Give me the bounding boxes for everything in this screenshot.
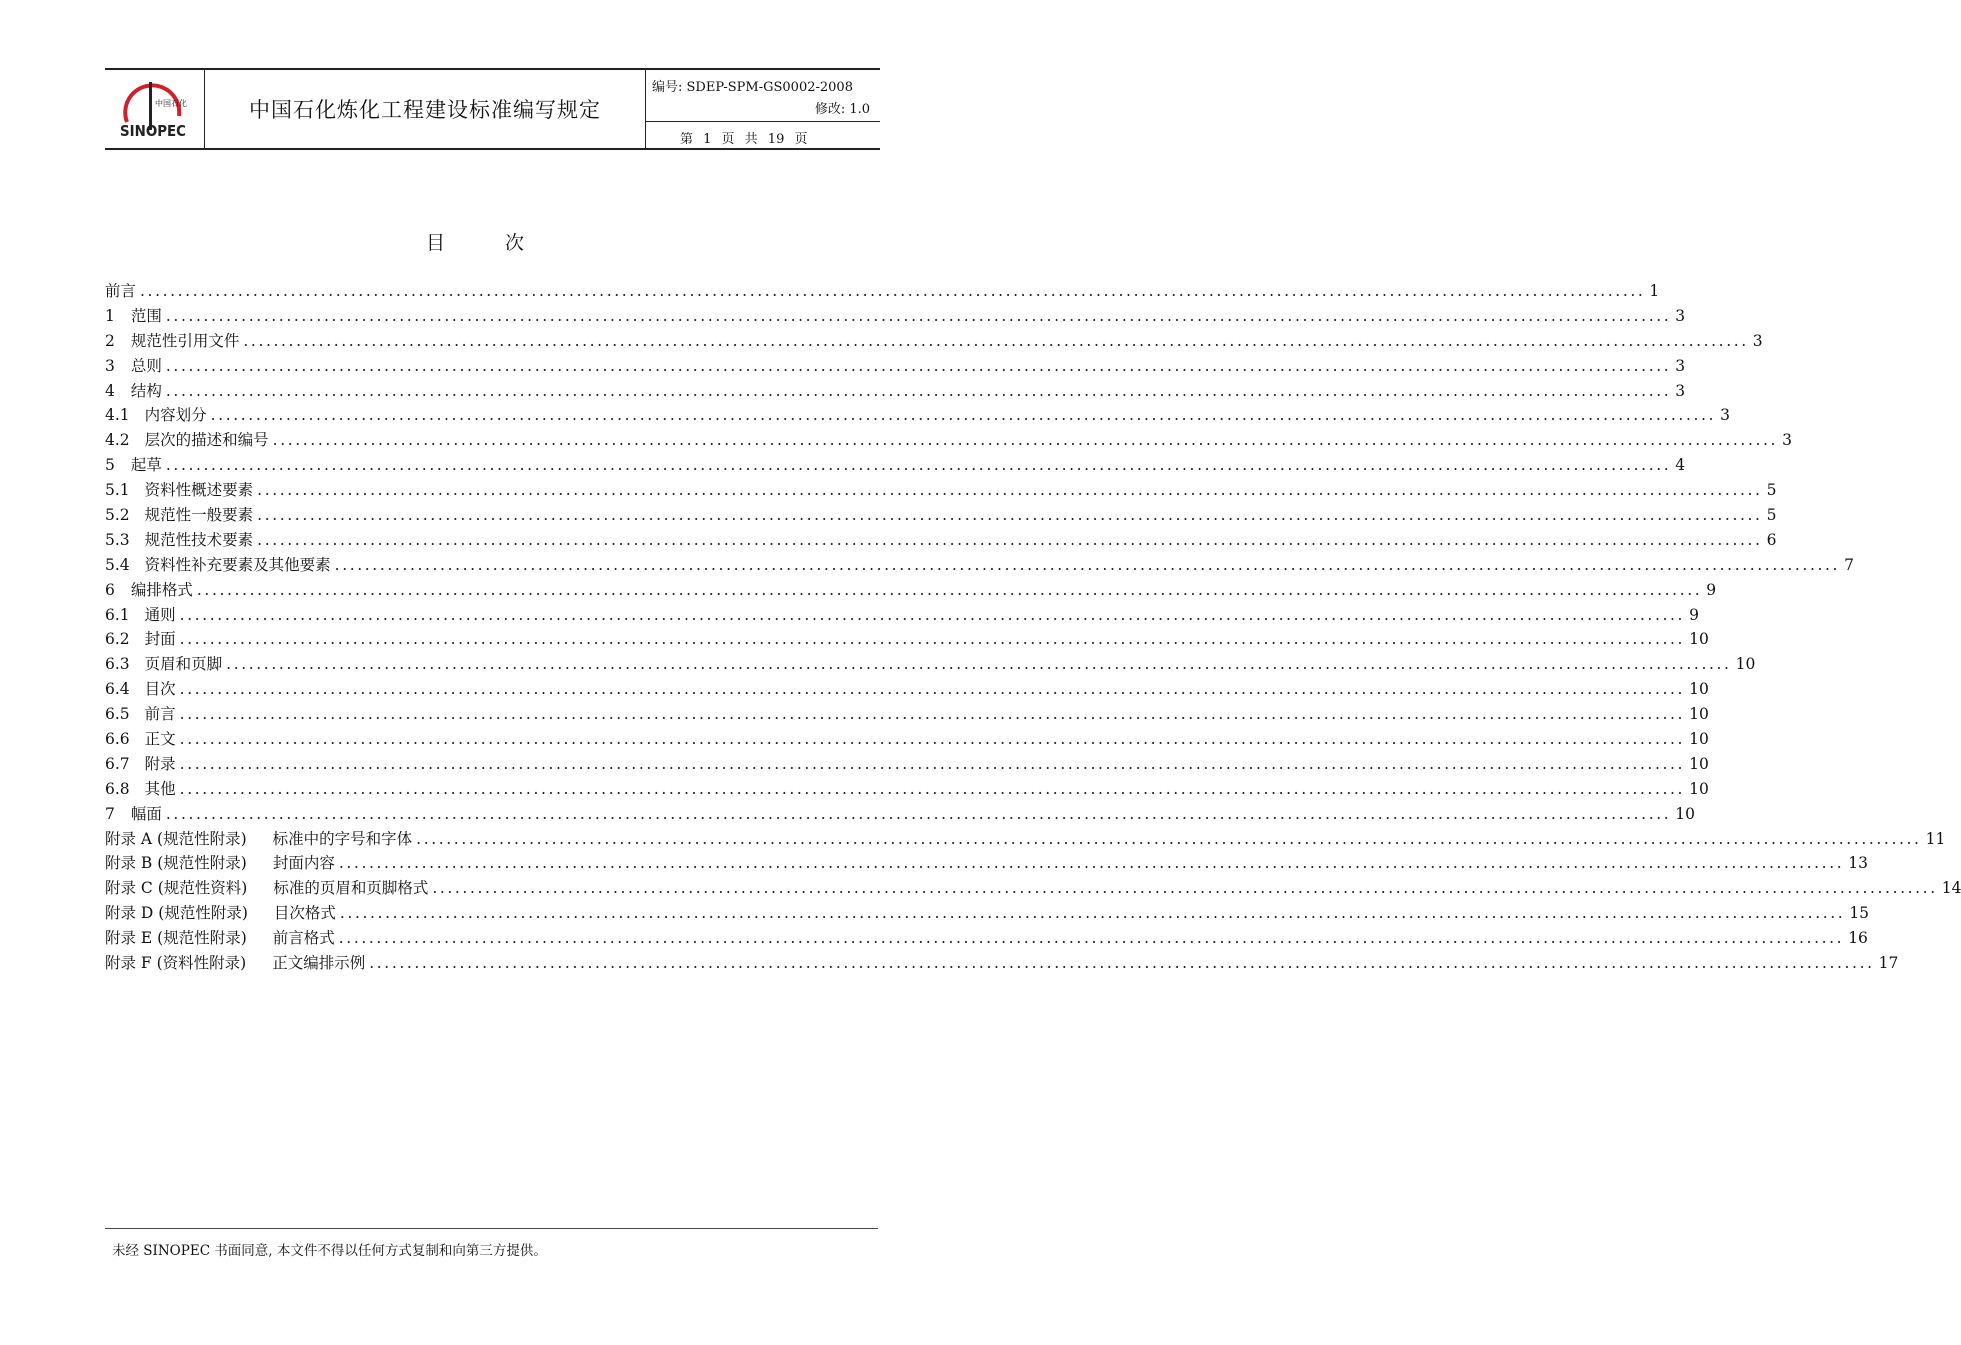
- toc-dot-leader: ........................................................................................................................................................................................................: [257, 506, 1763, 525]
- toc-dot-leader: ........................................................................................................................................................................................................: [196, 580, 1703, 599]
- toc-entry[interactable]: [105, 528, 1777, 553]
- toc-entry-page: 10: [1689, 630, 1709, 649]
- toc-entry-number: 5.2: [105, 506, 130, 525]
- toc-entry-number: 6.1: [105, 605, 130, 624]
- toc-entry-number: 4.2: [105, 431, 130, 450]
- toc-dot-leader: ........................................................................................................................................................................................................: [179, 754, 1686, 773]
- toc-entry-page: 10: [1689, 754, 1709, 773]
- toc-entry-page: 10: [1689, 680, 1709, 699]
- toc-dot-leader: ........................................................................................................................................................................................................: [179, 705, 1686, 724]
- toc-entry-number: 1: [105, 306, 115, 325]
- toc-entry-number: 6.8: [105, 779, 130, 798]
- toc-entry-page: 14: [1941, 879, 1961, 898]
- toc-dot-leader: ........................................................................................................................................................................................................: [334, 555, 1841, 574]
- toc-entry[interactable]: [105, 553, 1854, 578]
- footer-notice: 未经 SINOPEC 书面同意, 本文件不得以任何方式复制和向第三方提供。: [112, 1243, 547, 1259]
- toc-entry-number: 6.6: [105, 730, 130, 749]
- toc-entry[interactable]: [105, 727, 1709, 752]
- toc-entry-number: 4.1: [105, 406, 130, 425]
- toc-entry-label: 总则: [130, 356, 162, 375]
- toc-dot-leader: ........................................................................................................................................................................................................: [165, 356, 1672, 375]
- toc-entry[interactable]: [105, 926, 1868, 951]
- toc-entry-page: 13: [1848, 854, 1868, 873]
- toc-dot-leader: ........................................................................................................................................................................................................: [179, 680, 1686, 699]
- toc-entry-label: 其他: [144, 779, 176, 798]
- revision-number: 修改: 1.0: [814, 102, 870, 117]
- footer-divider: [105, 1228, 878, 1229]
- toc-dot-leader: ........................................................................................................................................................................................................: [179, 605, 1686, 624]
- toc-entry-number: 5.3: [105, 530, 130, 549]
- document-header: [105, 68, 880, 150]
- toc-entry-label: 规范性一般要素: [144, 506, 254, 525]
- toc-entry-label: 通则: [144, 605, 176, 624]
- toc-dot-leader: ........................................................................................................................................................................................................: [416, 829, 1922, 848]
- document-title: 中国石化炼化工程建设标准编写规定: [205, 70, 646, 148]
- toc-entry[interactable]: [105, 777, 1709, 802]
- toc-entry-page: 11: [1925, 829, 1946, 848]
- toc-entry-page: 10: [1689, 730, 1709, 749]
- toc-entry-page: 9: [1689, 605, 1699, 624]
- toc-dot-leader: ........................................................................................................................................................................................................: [140, 282, 1646, 300]
- toc-dot-leader: ........................................................................................................................................................................................................: [339, 904, 1846, 923]
- toc-entry-label: 正文: [144, 730, 176, 749]
- toc-entry-label: 目次: [144, 680, 176, 699]
- logo-cell: [105, 70, 205, 148]
- toc-entry[interactable]: [105, 329, 1763, 354]
- sinopec-logo-icon: [119, 78, 189, 140]
- toc-entry[interactable]: [105, 478, 1777, 503]
- toc-entry-label: 附录: [144, 754, 176, 773]
- toc-entry-number: 6: [105, 580, 115, 599]
- toc-entry-number: 3: [105, 356, 115, 375]
- toc-entry-page: 15: [1849, 904, 1870, 923]
- toc-entry-number: 附录 B (规范性附录): [105, 854, 247, 873]
- toc-entry-number: 6.7: [105, 754, 130, 773]
- toc-entry[interactable]: [105, 279, 1660, 304]
- toc-entry-page: 3: [1675, 306, 1686, 325]
- toc-entry-number: 4: [105, 381, 115, 400]
- toc-entry[interactable]: [105, 652, 1756, 677]
- toc-entry[interactable]: [105, 304, 1686, 329]
- toc-entry[interactable]: [105, 503, 1777, 528]
- toc-entry-number: 附录 D (规范性附录): [105, 904, 248, 923]
- toc-entry-number: 6.2: [105, 630, 130, 649]
- toc-entry-page: 3: [1752, 331, 1763, 350]
- toc-entry-page: 3: [1720, 406, 1730, 425]
- table-of-contents: [105, 279, 1961, 976]
- toc-dot-leader: ........................................................................................................................................................................................................: [432, 879, 1938, 898]
- toc-entry[interactable]: [105, 453, 1686, 478]
- document-code: 编号: SDEP-SPM-GS0002-2008: [652, 80, 853, 95]
- toc-entry[interactable]: [105, 603, 1699, 628]
- toc-entry[interactable]: [105, 403, 1730, 428]
- toc-dot-leader: ........................................................................................................................................................................................................: [165, 306, 1672, 325]
- toc-entry[interactable]: [105, 752, 1709, 777]
- toc-entry-page: 3: [1675, 356, 1686, 375]
- toc-entry-page: 6: [1766, 530, 1777, 549]
- toc-dot-leader: ........................................................................................................................................................................................................: [272, 431, 1779, 450]
- toc-entry-page: 10: [1689, 779, 1709, 798]
- toc-entry[interactable]: [105, 851, 1868, 876]
- toc-dot-leader: ........................................................................................................................................................................................................: [338, 929, 1845, 948]
- toc-entry-label: 层次的描述和编号: [144, 431, 269, 450]
- toc-entry-number: 5.4: [105, 555, 130, 574]
- toc-entry-number: 附录 E (规范性附录): [105, 929, 247, 948]
- toc-entry-number: 前言: [105, 282, 137, 300]
- toc-entry-label: 正文编排示例: [272, 954, 366, 973]
- toc-entry-label: 封面内容: [272, 854, 335, 873]
- toc-dot-leader: ........................................................................................................................................................................................................: [179, 730, 1686, 749]
- toc-entry-label: 范围: [130, 306, 162, 325]
- toc-entry-label: 标准中的字号和字体: [272, 829, 413, 848]
- toc-entry-page: 1: [1649, 282, 1660, 300]
- toc-entry[interactable]: [105, 901, 1870, 926]
- toc-dot-leader: ........................................................................................................................................................................................................: [165, 804, 1672, 823]
- toc-entry-number: 附录 F (资料性附录): [105, 954, 247, 973]
- toc-entry-label: 页眉和页脚: [144, 655, 223, 674]
- toc-entry-number: 7: [105, 804, 115, 823]
- toc-entry-page: 5: [1766, 481, 1777, 500]
- toc-entry-number: 5.1: [105, 481, 130, 500]
- toc-entry-label: 编排格式: [130, 580, 193, 599]
- toc-entry[interactable]: [105, 379, 1686, 404]
- toc-entry-label: 幅面: [130, 804, 162, 823]
- toc-dot-leader: ........................................................................................................................................................................................................: [165, 456, 1672, 475]
- toc-entry[interactable]: [105, 428, 1792, 453]
- toc-entry-number: 5: [105, 456, 115, 475]
- toc-entry-number: 6.4: [105, 680, 130, 699]
- toc-dot-leader: ........................................................................................................................................................................................................: [243, 331, 1749, 350]
- toc-entry-label: 封面: [144, 630, 176, 649]
- toc-entry-label: 起草: [130, 456, 162, 475]
- toc-entry-page: 10: [1675, 804, 1696, 823]
- toc-entry-page: 10: [1735, 655, 1756, 674]
- toc-dot-leader: ........................................................................................................................................................................................................: [179, 779, 1686, 798]
- toc-entry-page: 16: [1848, 929, 1868, 948]
- toc-entry-number: 附录 C (规范性资料): [105, 879, 248, 898]
- toc-dot-leader: ........................................................................................................................................................................................................: [257, 530, 1763, 549]
- toc-title: 目次: [425, 232, 584, 254]
- toc-entry[interactable]: [105, 702, 1709, 727]
- toc-entry-number: 6.5: [105, 705, 130, 724]
- logo-chinese-text: 中国石化: [155, 99, 187, 108]
- toc-entry-page: 17: [1878, 954, 1899, 973]
- toc-entry-page: 10: [1689, 705, 1709, 724]
- header-divider: [646, 121, 880, 122]
- toc-dot-leader: ........................................................................................................................................................................................................: [257, 481, 1763, 500]
- toc-dot-leader: ........................................................................................................................................................................................................: [165, 381, 1672, 400]
- toc-entry-page: 4: [1675, 456, 1686, 475]
- toc-entry-label: 前言: [144, 705, 176, 724]
- toc-entry-number: 6.3: [105, 655, 130, 674]
- toc-entry[interactable]: [105, 876, 1961, 901]
- toc-entry-label: 规范性引用文件: [130, 331, 240, 350]
- toc-entry[interactable]: [105, 951, 1899, 976]
- toc-entry-label: 标准的页眉和页脚格式: [273, 879, 429, 898]
- toc-entry-number: 2: [105, 331, 115, 350]
- toc-entry-page: 9: [1706, 580, 1717, 599]
- toc-entry-page: 5: [1766, 506, 1777, 525]
- toc-entry[interactable]: [105, 354, 1686, 379]
- toc-entry-label: 资料性概述要素: [144, 481, 254, 500]
- logo-text: SINOPEC: [120, 122, 186, 140]
- toc-entry-page: 3: [1675, 381, 1686, 400]
- toc-entry[interactable]: [105, 578, 1717, 603]
- toc-entry-number: 附录 A (规范性附录): [105, 829, 247, 848]
- toc-entry-page: 3: [1782, 431, 1792, 450]
- toc-entry-label: 目次格式: [273, 904, 336, 923]
- toc-entry[interactable]: [105, 677, 1709, 702]
- toc-entry[interactable]: [105, 802, 1696, 827]
- toc-dot-leader: ........................................................................................................................................................................................................: [369, 954, 1875, 973]
- toc-entry-page: 7: [1844, 555, 1854, 574]
- toc-entry-label: 结构: [130, 381, 162, 400]
- toc-entry-label: 内容划分: [144, 406, 207, 425]
- header-info: [646, 70, 880, 148]
- toc-dot-leader: ........................................................................................................................................................................................................: [179, 630, 1686, 649]
- toc-entry[interactable]: [105, 627, 1709, 652]
- toc-dot-leader: ........................................................................................................................................................................................................: [338, 854, 1845, 873]
- toc-entry-label: 规范性技术要素: [144, 530, 254, 549]
- page-info: 第 1 页 共 19 页: [680, 132, 808, 147]
- toc-dot-leader: ........................................................................................................................................................................................................: [226, 655, 1732, 674]
- toc-entry[interactable]: [105, 827, 1946, 852]
- toc-entry-label: 前言格式: [272, 929, 335, 948]
- toc-dot-leader: ........................................................................................................................................................................................................: [210, 406, 1717, 425]
- toc-entry-label: 资料性补充要素及其他要素: [144, 555, 331, 574]
